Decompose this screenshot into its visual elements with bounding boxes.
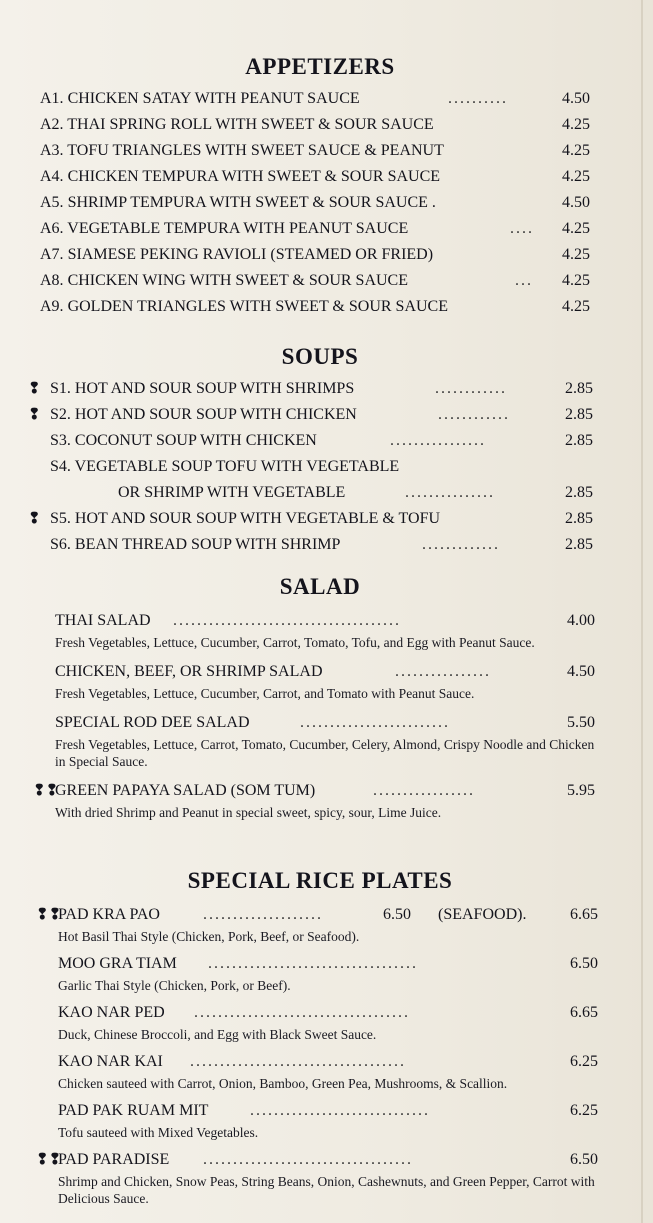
soups-title: SOUPS [281,344,359,369]
appetizers-title: APPETIZERS [245,54,395,79]
menu-item: S4. VEGETABLE SOUP TOFU WITH VEGETABLE [50,458,400,475]
menu-item: A8. CHICKEN WING WITH SWEET & SOUR SAUCE ... 4.25 [40,272,590,289]
item-description: With dried Shrimp and Peanut in special sweet, spicy, sour, Lime Juice. [55,805,442,820]
item-description: Fresh Vegetables, Lettuce, Cucumber, Carrot, Tomato, Tofu, and Egg with Peanut Sauce. [55,635,535,650]
menu-item: CHICKEN, BEEF, OR SHRIMP SALAD ................ 4.50 [55,663,595,680]
spicy-icon: ❢ [28,407,41,423]
soups-list [28,376,593,558]
rice-entry [58,951,598,994]
menu-item: ❢ S1. HOT AND SOUR SOUP WITH SHRIMPS ............ 2.85 [50,376,593,402]
menu-item: S6. BEAN THREAD SOUP WITH SHRIMP ............. 2.85 [50,536,593,553]
menu-item: ❢❢ GREEN PAPAYA SALAD (SOM TUM) ................. 5.95 [55,778,595,804]
menu-item: ❢❢ PAD PARADISE ................................... 6.50 [58,1147,598,1173]
salad-entry [55,608,595,651]
item-description: Shrimp and Chicken, Snow Peas, String Beans, Onion, Cashewnuts, and Green Pepper, Carrot with Delicious Sauce. [58,1174,595,1206]
menu-item: S3. COCONUT SOUP WITH CHICKEN ................ 2.85 [50,432,593,449]
menu-item: A2. THAI SPRING ROLL WITH SWEET & SOUR SAUCE 4.25 [40,116,590,133]
rice-list [36,902,598,1207]
menu-item: ❢❢ PAD KRA PAO .................... 6.50 (SEAFOOD). 6.65 [58,902,598,928]
menu-item: THAI SALAD ...................................... 4.00 [55,612,595,629]
item-description: Garlic Thai Style (Chicken, Pork, or Beef). [58,978,291,993]
item-description: Duck, Chinese Broccoli, and Egg with Black Sweet Sauce. [58,1027,377,1042]
soups-section [0,342,640,558]
salad-entry [55,659,595,702]
menu-item: A7. SIAMESE PEKING RAVIOLI (STEAMED OR FRIED) 4.25 [40,246,590,263]
appetizers-section [0,52,640,320]
menu-item: A9. GOLDEN TRIANGLES WITH SWEET & SOUR SAUCE 4.25 [40,298,590,315]
menu-item: A1. CHICKEN SATAY WITH PEANUT SAUCE .......... 4.50 [40,90,590,107]
salad-section [0,572,640,821]
appetizers-list [40,86,590,320]
item-description: Fresh Vegetables, Lettuce, Cucumber, Carrot, and Tomato with Peanut Sauce. [55,686,475,701]
menu-item: A6. VEGETABLE TEMPURA WITH PEANUT SAUCE .... 4.25 [40,220,590,237]
menu-item: KAO NAR PED .................................... 6.65 [58,1004,598,1021]
salad-entry [55,710,595,770]
rice-entry [36,902,598,945]
menu-item: ❢ S5. HOT AND SOUR SOUP WITH VEGETABLE & TOFU 2.85 [50,506,593,532]
spicy-icon: ❢❢ [36,1152,62,1168]
rice-entry [58,1098,598,1141]
salad-entry [33,778,595,821]
spicy-icon: ❢❢ [36,907,62,923]
menu-item: A4. CHICKEN TEMPURA WITH SWEET & SOUR SAUCE 4.25 [40,168,590,185]
spicy-icon: ❢ [28,511,41,527]
item-description: Tofu sauteed with Mixed Vegetables. [58,1125,259,1140]
menu-item: ❢ S2. HOT AND SOUR SOUP WITH CHICKEN ............ 2.85 [50,402,593,428]
page-edge [641,0,643,1223]
menu-item: MOO GRA TIAM ................................... 6.50 [58,955,598,972]
rice-entry [58,1049,598,1092]
item-description: Chicken sauteed with Carrot, Onion, Bamboo, Green Pea, Mushrooms, & Scallion. [58,1076,508,1091]
spicy-icon: ❢ [28,381,41,397]
spicy-icon: ❢❢ [33,783,59,799]
menu-item: SPECIAL ROD DEE SALAD ......................... 5.50 [55,714,595,731]
salad-list [33,608,595,821]
rice-section [0,866,640,1207]
menu-item: A3. TOFU TRIANGLES WITH SWEET SAUCE & PEANUT 4.25 [40,142,590,159]
rice-entry [36,1147,598,1207]
salad-title: SALAD [279,574,361,599]
menu-item: KAO NAR KAI .................................... 6.25 [58,1053,598,1070]
menu-item-continued: OR SHRIMP WITH VEGETABLE ............... 2.85 [118,484,593,501]
menu-item: PAD PAK RUAM MIT .............................. 6.25 [58,1102,598,1119]
rice-title: SPECIAL RICE PLATES [187,868,453,893]
menu-item: A5. SHRIMP TEMPURA WITH SWEET & SOUR SAUCE . 4.50 [40,194,590,211]
rice-entry [58,1000,598,1043]
item-description: Fresh Vegetables, Lettuce, Carrot, Tomato, Cucumber, Celery, Almond, Crispy Noodle and Chicken in Special Sauce. [55,737,595,769]
item-description: Hot Basil Thai Style (Chicken, Pork, Beef, or Seafood). [58,929,360,944]
